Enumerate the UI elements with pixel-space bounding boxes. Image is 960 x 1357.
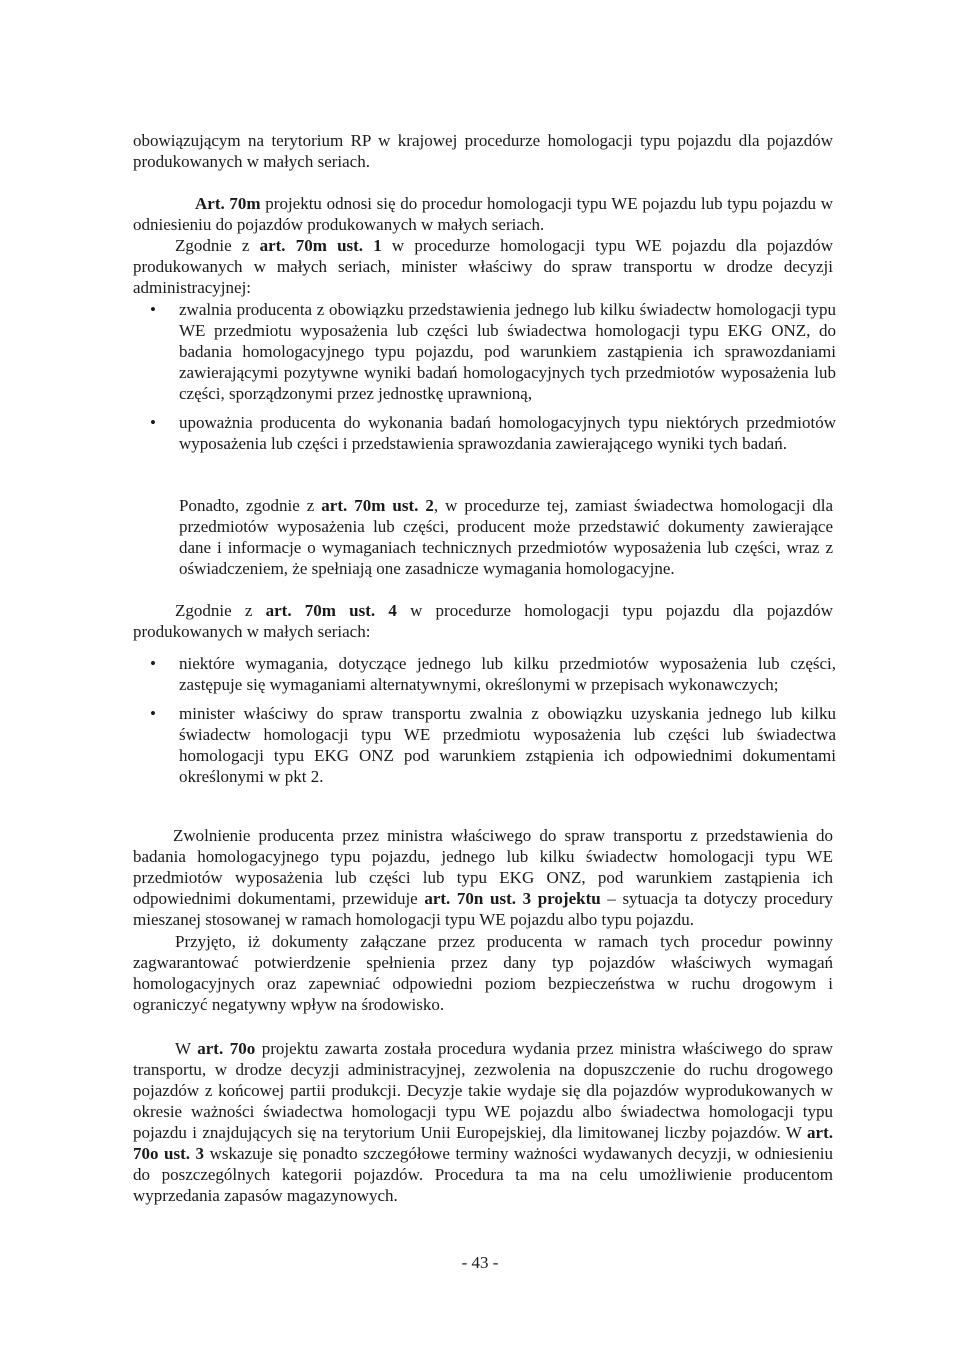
list-item: • upoważnia producenta do wykonania badań homologacyjnych typu niektórych przedmiotów wyposażenia lub części i przedstawienia sprawozdania zawierającego wyniki tych badań. [150, 412, 836, 454]
article-reference: art. 70m ust. 2 [321, 496, 434, 515]
list-item: • minister właściwy do spraw transportu zwalnia z obowiązku uzyskania jednego lub kilku świadectw homologacji typu WE przedmiotu wyposażenia lub części lub świadectwa homologacji typu EKG ONZ pod warunkiem zstąpienia ich odpowiednimi dokumentami określonymi w pkt 2. [150, 703, 836, 787]
article-reference: art. 70o ust. 3 [133, 1123, 833, 1163]
bullet-list-1 [150, 299, 836, 454]
list-item: • niektóre wymagania, dotyczące jednego lub kilku przedmiotów wyposażenia lub części, zastępuje się wymaganiami alternatywnymi, określonymi w przepisach wykonawczych; [150, 653, 836, 695]
paragraph-przyjeto: Przyjęto, iż dokumenty załączane przez producenta w ramach tych procedur powinny zagwarantować potwierdzenie spełnienia przez dany typ pojazdów właściwych wymagań homologacyjnych oraz zapewniać odpowiedni poziom bezpieczeństwa w ruchu drogowym i ograniczyć negatywny wpływ na środowisko. [133, 932, 833, 1014]
list-item: • zwalnia producenta z obowiązku przedstawienia jednego lub kilku świadectw homologacji typu WE przedmiotu wyposażenia lub części lub świadectwa homologacji typu EKG ONZ, do badania homologacyjnego typu pojazdu, pod warunkiem zastąpienia ich sprawozdaniami zawierającymi pozytywne wyniki badań homologacyjnych tych przedmiotów wyposażenia lub części, sporządzonymi przez jednostkę uprawnioną, [150, 299, 836, 404]
paragraph-zwolnienie: Zwolnienie producenta przez ministra właściwego do spraw transportu z przedstawienia do badania homologacyjnego typu pojazdu, jednego lub kilku świadectw homologacji typu WE przedmiotów wyposażenia lub części lub typu EKG ONZ, pod warunkiem zastąpienia ich odpowiednimi dokumentami, przewiduje art. 70n ust. 3 projektu – sytuacja ta dotyczy procedury mieszanej stosowanej w ramach homologacji typu WE pojazdu albo typu pojazdu. [133, 826, 834, 929]
paragraph-art-70m-ust-4: Zgodnie z art. 70m ust. 4 w procedurze homologacji typu pojazdu dla pojazdów produkowanych w małych seriach: [133, 601, 833, 641]
article-reference: Art. 70m [195, 194, 261, 213]
article-reference: art. 70o [197, 1039, 256, 1058]
article-reference: art. 70n ust. 3 projektu [424, 889, 601, 908]
article-reference: art. 70m ust. 4 [265, 601, 397, 620]
paragraph-art-70m-ust-2: Ponadto, zgodnie z art. 70m ust. 2, w procedurze tej, zamiast świadectwa homologacji dla przedmiotów wyposażenia lub części, producent może przedstawić dokumenty zawierające dane i informacje o wymaganiach technicznych przedmiotów wyposażenia lub części, wraz z oświadczeniem, że spełniają one zasadnicze wymagania homologacyjne. [179, 496, 833, 578]
article-reference: art. 70m ust. 1 [259, 236, 382, 255]
bullet-list-2 [150, 653, 836, 787]
paragraph-art-70m: Art. 70m projektu odnosi się do procedur homologacji typu WE pojazdu lub typu pojazdu w odniesieniu do pojazdów produkowanych w małych seriach. [133, 194, 833, 234]
paragraph-0: obowiązującym na terytorium RP w krajowej procedurze homologacji typu pojazdu dla pojazdów produkowanych w małych seriach. [133, 131, 833, 171]
page-number: - 43 - [461, 1253, 499, 1272]
paragraph-art-70o: W art. 70o projektu zawarta została procedura wydania przez ministra właściwego do spraw transportu, w drodze decyzji administracyjnej, zezwolenia na dopuszczenie do ruchu drogowego pojazdów z końcowej partii produkcji. Decyzje takie wydaje się dla pojazdów wyprodukowanych w okresie ważności świadectwa homologacji typu WE pojazdu albo świadectwa homologacji typu pojazdu i znajdujących się na terytorium Unii Europejskiej, dla limitowanej liczby pojazdów. W art. 70o ust. 3 wskazuje się ponadto szczegółowe terminy ważności wydawanych decyzji, w odniesieniu do poszczególnych kategorii pojazdów. Procedura ta ma na celu umożliwienie producentom wyprzedania zapasów magazynowych. [133, 1039, 833, 1205]
paragraph-art-70m-ust-1: Zgodnie z art. 70m ust. 1 w procedurze homologacji typu WE pojazdu dla pojazdów produkowanych w małych seriach, minister właściwy do spraw transportu w drodze decyzji administracyjnej: [133, 236, 833, 297]
